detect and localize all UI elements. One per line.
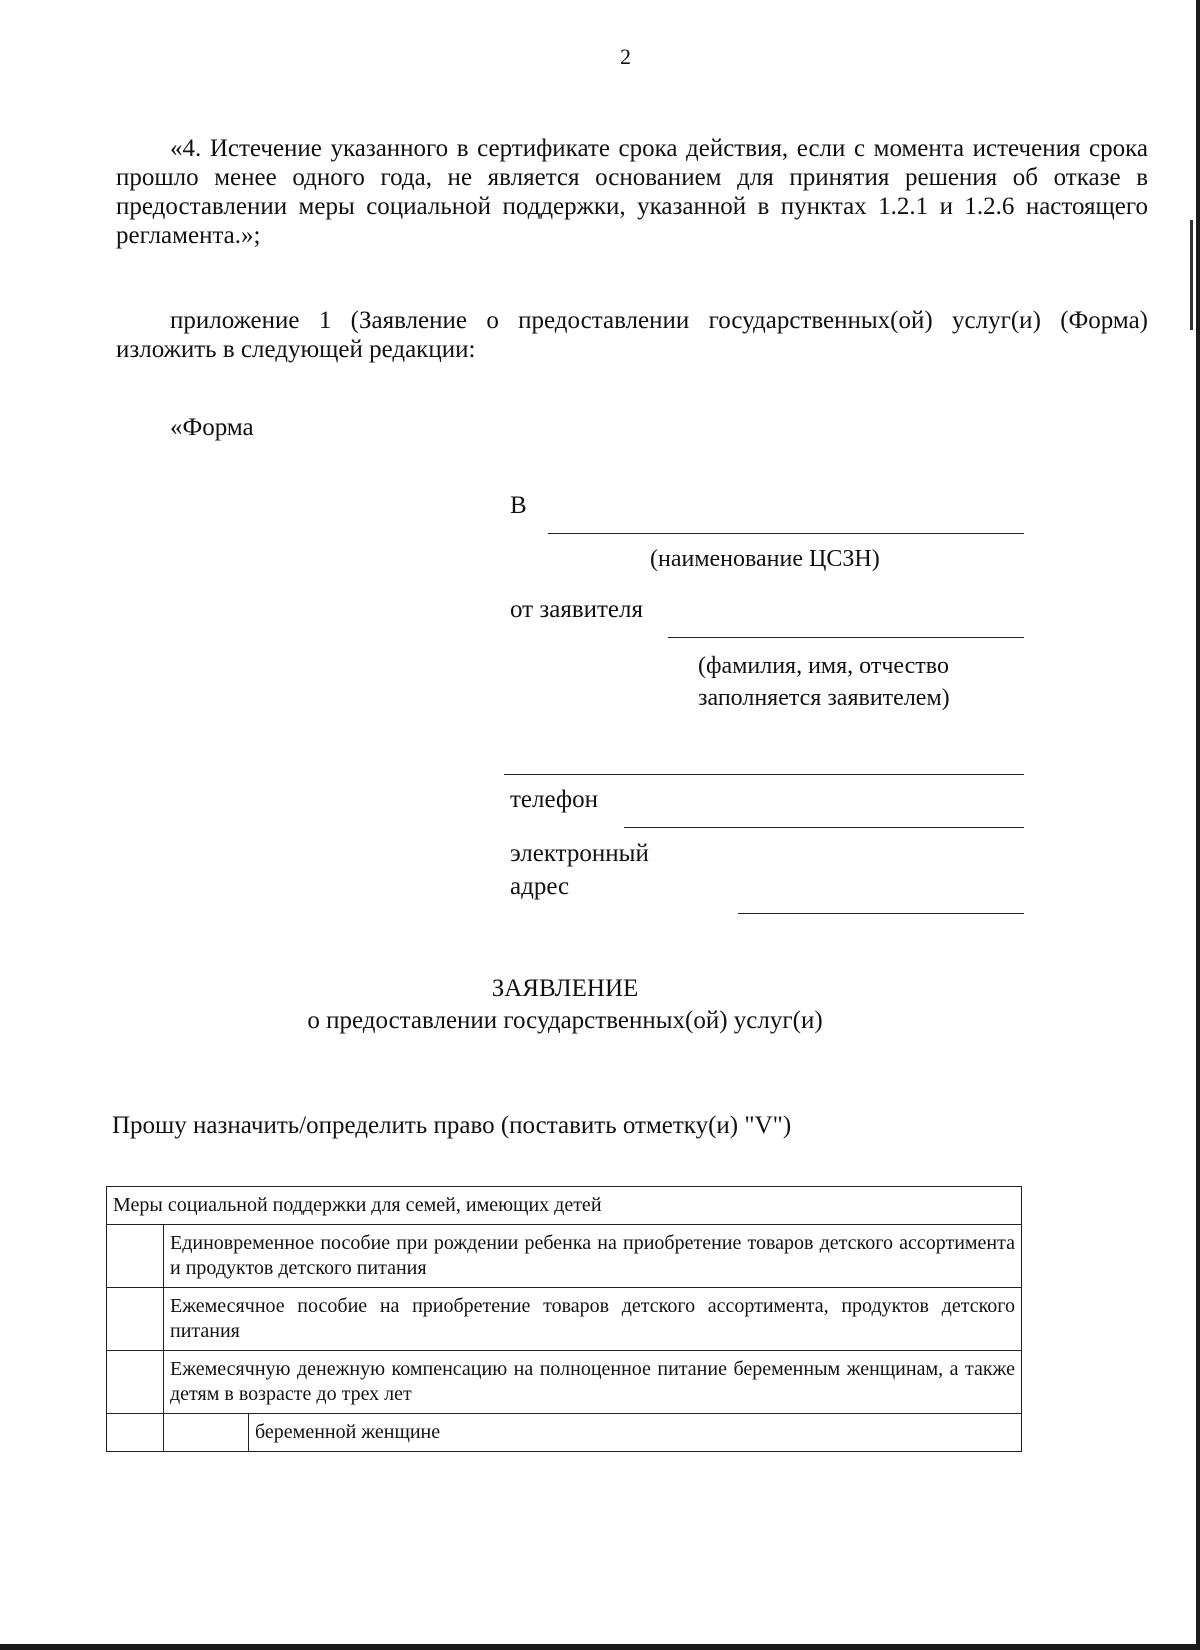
form-label: «Форма — [170, 414, 254, 441]
request-text: Прошу назначить/определить право (поставить отметку(и) "V") — [112, 1112, 792, 1139]
email-label-line1: электронный — [510, 840, 649, 867]
checkbox-cell[interactable] — [164, 1414, 249, 1452]
from-label: от заявителя — [510, 596, 643, 623]
checkbox-cell[interactable] — [107, 1225, 164, 1288]
email-label-line2: адрес — [510, 873, 570, 900]
table-row — [107, 1288, 1022, 1351]
table-header-row — [107, 1187, 1022, 1225]
table-row — [107, 1351, 1022, 1414]
phone-line — [624, 827, 1024, 828]
email-line — [738, 913, 1024, 914]
table-header-cell: Меры социальной поддержки для семей, имеющих детей — [107, 1187, 1022, 1225]
table-row — [107, 1225, 1022, 1288]
document-title: ЗАЯВЛЕНИЕ — [491, 975, 639, 1002]
table-subrow — [107, 1414, 1022, 1452]
to-caption: (наименование ЦСЗН) — [650, 546, 880, 572]
from-caption-line2: заполняется заявителем) — [698, 685, 950, 711]
paragraph-appendix-1: приложение 1 (Заявление о предоставлении государственных(ой) услуг(и) (Форма) изложить в следующей редакции: — [116, 307, 1148, 363]
scan-right-edge — [1196, 0, 1200, 1650]
measures-table — [106, 1186, 1022, 1452]
checkbox-cell[interactable] — [107, 1351, 164, 1414]
to-line — [548, 533, 1024, 534]
measure-text: Ежемесячную денежную компенсацию на полноценное питание беременным женщинам, а также детям в возрасте до трех лет — [164, 1351, 1022, 1414]
document-subtitle: о предоставлении государственных(ой) услуг(и) — [307, 1007, 823, 1034]
measure-text: Ежемесячное пособие на приобретение товаров детского ассортимента, продуктов детского питания — [164, 1288, 1022, 1351]
paragraph-amendment-4: «4. Истечение указанного в сертификате срока действия, если с момента истечения срока прошло менее одного года, не является основанием для принятия решения об отказе в предоставлении меры социальной поддержки, указанной в пунктах 1.2.1 и 1.2.6 настоящего регламента.»; — [116, 135, 1148, 249]
phone-label: телефон — [510, 786, 598, 813]
extra-line — [504, 774, 1024, 775]
checkbox-cell[interactable] — [107, 1288, 164, 1351]
from-caption-line1: (фамилия, имя, отчество — [698, 653, 949, 679]
empty-cell — [107, 1414, 164, 1452]
page-number: 2 — [620, 44, 631, 69]
from-line — [668, 637, 1024, 638]
measure-subtext: беременной женщине — [249, 1414, 1022, 1452]
scan-bottom-edge — [0, 1644, 1200, 1650]
to-prefix: В — [510, 492, 527, 519]
scan-edge-mark — [1190, 220, 1193, 330]
measure-text: Единовременное пособие при рождении ребенка на приобретение товаров детского ассортимента и продуктов детского питания — [164, 1225, 1022, 1288]
